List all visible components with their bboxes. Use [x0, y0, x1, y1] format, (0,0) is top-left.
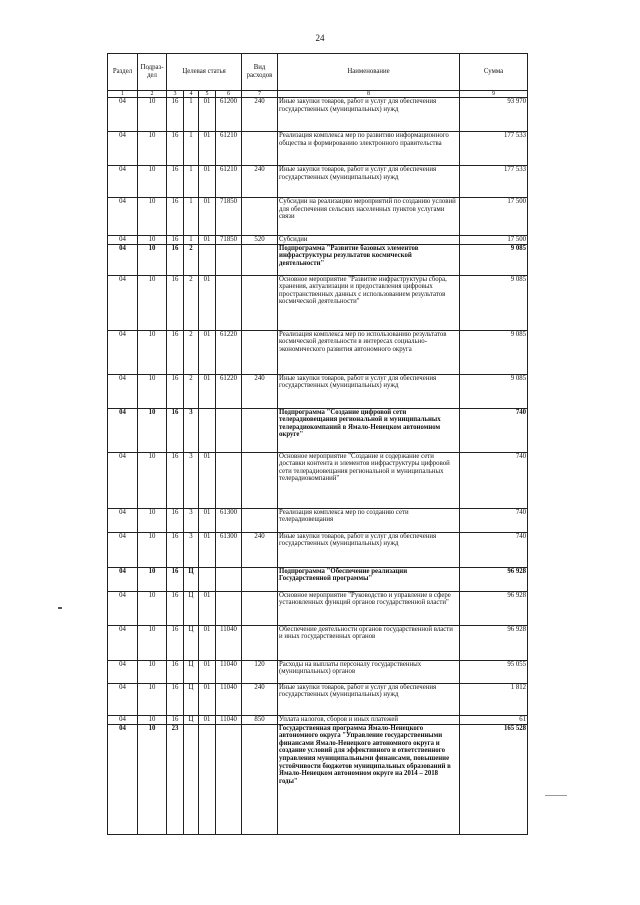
- cell-podrazdel: 10: [138, 198, 167, 236]
- table-row: [108, 532, 528, 567]
- cell-naimenovanie: Иные закупки товаров, работ и услуг для обеспечения государственных (муниципальных) нужд: [278, 683, 460, 715]
- cell-subprogram: 1: [184, 236, 199, 245]
- cell-podrazdel: 10: [138, 236, 167, 245]
- cell-razdel: 04: [108, 408, 138, 452]
- cell-vid-rashodov: [242, 330, 278, 374]
- cell-naimenovanie: Обеспечение деятельности органов государственной власти и иных государственных органов: [278, 625, 460, 660]
- cell-podrazdel: 10: [138, 715, 167, 724]
- cell-program: 16: [167, 508, 184, 532]
- table-row: [108, 724, 528, 834]
- cell-summa: 61: [460, 715, 528, 724]
- cell-podrazdel: 10: [138, 724, 167, 834]
- cell-summa: 740: [460, 508, 528, 532]
- cell-event: 01: [199, 166, 216, 198]
- cell-direction: 61200: [216, 98, 242, 132]
- cell-summa: 9 085: [460, 330, 528, 374]
- cell-vid-rashodov: [242, 567, 278, 591]
- cell-naimenovanie: Уплата налогов, сборов и иных платежей: [278, 715, 460, 724]
- cell-direction: 61220: [216, 330, 242, 374]
- cell-vid-rashodov: [242, 275, 278, 330]
- table-row: [108, 591, 528, 625]
- cell-vid-rashodov: [242, 508, 278, 532]
- cell-vid-rashodov: 850: [242, 715, 278, 724]
- cell-vid-rashodov: [242, 591, 278, 625]
- cell-naimenovanie: Реализация комплекса мер по развитию информационного общества и формированию электронного правительства: [278, 132, 460, 166]
- cell-direction: [216, 408, 242, 452]
- table-row: [108, 166, 528, 198]
- cell-event: 01: [199, 532, 216, 567]
- cell-subprogram: Ц: [184, 683, 199, 715]
- cell-direction: 71850: [216, 198, 242, 236]
- cell-naimenovanie: Иные закупки товаров, работ и услуг для обеспечения государственных (муниципальных) нужд: [278, 532, 460, 567]
- cell-vid-rashodov: [242, 408, 278, 452]
- cell-event: [199, 244, 216, 275]
- cell-event: 01: [199, 452, 216, 508]
- cell-program: 16: [167, 591, 184, 625]
- cell-summa: 177 533: [460, 132, 528, 166]
- cell-subprogram: 1: [184, 98, 199, 132]
- cell-direction: 11040: [216, 715, 242, 724]
- cell-razdel: 04: [108, 236, 138, 245]
- cell-summa: 9 085: [460, 244, 528, 275]
- cell-event: 01: [199, 236, 216, 245]
- header-summa: Сумма: [460, 54, 528, 91]
- cell-event: 01: [199, 625, 216, 660]
- cell-summa: 740: [460, 532, 528, 567]
- cell-program: 16: [167, 374, 184, 408]
- header-podrazdel: Подраз-дел: [138, 54, 167, 91]
- cell-subprogram: 3: [184, 408, 199, 452]
- cell-podrazdel: 10: [138, 683, 167, 715]
- cell-direction: 61210: [216, 166, 242, 198]
- cell-naimenovanie: Основное мероприятие "Развитие инфраструктуры сбора, хранения, актуализации и предоставления цифровых пространственных данных с использованием результатов космической деятельности": [278, 275, 460, 330]
- table-row: [108, 330, 528, 374]
- header-vid-rashodov: Вид расходов: [242, 54, 278, 91]
- cell-razdel: 04: [108, 532, 138, 567]
- cell-subprogram: 2: [184, 330, 199, 374]
- cell-razdel: 04: [108, 715, 138, 724]
- scan-mark: [545, 795, 567, 796]
- cell-naimenovanie: Подпрограмма "Создание цифровой сети телерадиовещания региональной и муниципальных телерадиокомпаний в Ямало-Ненецком автономном округе": [278, 408, 460, 452]
- cell-program: 16: [167, 683, 184, 715]
- cell-vid-rashodov: [242, 724, 278, 834]
- cell-summa: 17 500: [460, 198, 528, 236]
- header-naimenovanie: Наименование: [278, 54, 460, 91]
- cell-vid-rashodov: [242, 132, 278, 166]
- cell-direction: 61220: [216, 374, 242, 408]
- cell-subprogram: 3: [184, 508, 199, 532]
- cell-podrazdel: 10: [138, 374, 167, 408]
- cell-summa: 93 970: [460, 98, 528, 132]
- cell-direction: [216, 724, 242, 834]
- cell-naimenovanie: Реализация комплекса мер по созданию сети телерадиовещания: [278, 508, 460, 532]
- cell-podrazdel: 10: [138, 508, 167, 532]
- cell-podrazdel: 10: [138, 132, 167, 166]
- cell-podrazdel: 10: [138, 532, 167, 567]
- cell-razdel: 04: [108, 132, 138, 166]
- cell-program: 16: [167, 532, 184, 567]
- cell-razdel: 04: [108, 244, 138, 275]
- cell-podrazdel: 10: [138, 275, 167, 330]
- cell-vid-rashodov: [242, 625, 278, 660]
- cell-razdel: 04: [108, 166, 138, 198]
- cell-podrazdel: 10: [138, 625, 167, 660]
- cell-program: 16: [167, 236, 184, 245]
- cell-program: 16: [167, 660, 184, 683]
- table-row: [108, 236, 528, 245]
- cell-subprogram: 2: [184, 374, 199, 408]
- cell-event: 01: [199, 98, 216, 132]
- budget-table: [107, 53, 528, 835]
- page-number: 24: [315, 33, 325, 43]
- column-number: 8: [278, 91, 460, 98]
- cell-summa: 740: [460, 452, 528, 508]
- column-number: 7: [242, 91, 278, 98]
- cell-podrazdel: 10: [138, 660, 167, 683]
- cell-event: 01: [199, 660, 216, 683]
- cell-subprogram: [184, 724, 199, 834]
- cell-razdel: 04: [108, 683, 138, 715]
- cell-program: 16: [167, 275, 184, 330]
- cell-program: 16: [167, 132, 184, 166]
- cell-summa: 1 812: [460, 683, 528, 715]
- cell-summa: 96 928: [460, 567, 528, 591]
- cell-razdel: 04: [108, 275, 138, 330]
- cell-event: 01: [199, 374, 216, 408]
- cell-podrazdel: 10: [138, 98, 167, 132]
- cell-razdel: 04: [108, 591, 138, 625]
- cell-program: 16: [167, 98, 184, 132]
- header-celevaya-statya: Целевая статья: [167, 54, 242, 91]
- cell-naimenovanie: Иные закупки товаров, работ и услуг для обеспечения государственных (муниципальных) нужд: [278, 98, 460, 132]
- cell-podrazdel: 10: [138, 591, 167, 625]
- cell-direction: 61300: [216, 508, 242, 532]
- cell-event: 01: [199, 591, 216, 625]
- cell-subprogram: 1: [184, 198, 199, 236]
- column-number: 3: [167, 91, 184, 98]
- column-number: 5: [199, 91, 216, 98]
- cell-subprogram: 1: [184, 132, 199, 166]
- cell-summa: 9 085: [460, 275, 528, 330]
- cell-naimenovanie: Подпрограмма "Обеспечение реализации Государственной программы": [278, 567, 460, 591]
- cell-naimenovanie: Реализация комплекса мер по использованию результатов космической деятельности в интересах социально-экономического развития автономного округа: [278, 330, 460, 374]
- cell-summa: 9 085: [460, 374, 528, 408]
- table-row: [108, 625, 528, 660]
- cell-podrazdel: 10: [138, 330, 167, 374]
- cell-program: 23: [167, 724, 184, 834]
- cell-subprogram: Ц: [184, 625, 199, 660]
- cell-naimenovanie: Основное мероприятие "Руководство и управление в сфере установленных функций органов государственной власти": [278, 591, 460, 625]
- cell-event: 01: [199, 275, 216, 330]
- cell-naimenovanie: Иные закупки товаров, работ и услуг для обеспечения государственных (муниципальных) нужд: [278, 166, 460, 198]
- cell-program: 16: [167, 715, 184, 724]
- cell-direction: 11040: [216, 625, 242, 660]
- cell-naimenovanie: Иные закупки товаров, работ и услуг для обеспечения государственных (муниципальных) нужд: [278, 374, 460, 408]
- cell-podrazdel: 10: [138, 166, 167, 198]
- cell-vid-rashodov: 240: [242, 532, 278, 567]
- cell-razdel: 04: [108, 98, 138, 132]
- cell-program: 16: [167, 625, 184, 660]
- cell-subprogram: 3: [184, 532, 199, 567]
- cell-program: 16: [167, 166, 184, 198]
- table-row: [108, 508, 528, 532]
- cell-program: 16: [167, 244, 184, 275]
- table-row: [108, 275, 528, 330]
- cell-direction: 11040: [216, 683, 242, 715]
- cell-summa: 96 928: [460, 625, 528, 660]
- cell-event: [199, 408, 216, 452]
- cell-program: 16: [167, 452, 184, 508]
- cell-program: 16: [167, 567, 184, 591]
- cell-program: 16: [167, 408, 184, 452]
- cell-program: 16: [167, 198, 184, 236]
- table-row: [108, 374, 528, 408]
- table-row: [108, 567, 528, 591]
- table-row: [108, 132, 528, 166]
- column-number: 6: [216, 91, 242, 98]
- cell-summa: 17 500: [460, 236, 528, 245]
- cell-event: 01: [199, 508, 216, 532]
- scan-mark: [58, 607, 62, 609]
- cell-razdel: 04: [108, 452, 138, 508]
- table-row: [108, 452, 528, 508]
- cell-podrazdel: 10: [138, 567, 167, 591]
- cell-vid-rashodov: 240: [242, 166, 278, 198]
- table-row: [108, 98, 528, 132]
- cell-summa: 177 533: [460, 166, 528, 198]
- column-number: 1: [108, 91, 138, 98]
- cell-event: 01: [199, 683, 216, 715]
- cell-direction: 11040: [216, 660, 242, 683]
- column-number: 4: [184, 91, 199, 98]
- table-row: [108, 244, 528, 275]
- cell-subprogram: Ц: [184, 567, 199, 591]
- cell-razdel: 04: [108, 567, 138, 591]
- cell-direction: [216, 244, 242, 275]
- cell-razdel: 04: [108, 508, 138, 532]
- cell-direction: [216, 567, 242, 591]
- cell-event: [199, 724, 216, 834]
- cell-event: [199, 567, 216, 591]
- cell-naimenovanie: Расходы на выплаты персоналу государственных (муниципальных) органов: [278, 660, 460, 683]
- cell-summa: 95 055: [460, 660, 528, 683]
- cell-event: 01: [199, 198, 216, 236]
- cell-subprogram: Ц: [184, 660, 199, 683]
- cell-vid-rashodov: 520: [242, 236, 278, 245]
- cell-podrazdel: 10: [138, 452, 167, 508]
- cell-subprogram: 1: [184, 166, 199, 198]
- cell-vid-rashodov: 240: [242, 683, 278, 715]
- cell-event: 01: [199, 330, 216, 374]
- cell-summa: 165 528: [460, 724, 528, 834]
- cell-podrazdel: 10: [138, 244, 167, 275]
- table-row: [108, 660, 528, 683]
- cell-naimenovanie: Субсидии: [278, 236, 460, 245]
- column-number: 2: [138, 91, 167, 98]
- cell-subprogram: Ц: [184, 715, 199, 724]
- table-row: [108, 683, 528, 715]
- cell-razdel: 04: [108, 724, 138, 834]
- cell-subprogram: 2: [184, 275, 199, 330]
- cell-vid-rashodov: 240: [242, 98, 278, 132]
- cell-vid-rashodov: [242, 244, 278, 275]
- cell-razdel: 04: [108, 198, 138, 236]
- cell-summa: 96 928: [460, 591, 528, 625]
- cell-vid-rashodov: 240: [242, 374, 278, 408]
- cell-event: 01: [199, 715, 216, 724]
- header-razdel: Раздел: [108, 54, 138, 91]
- cell-event: 01: [199, 132, 216, 166]
- cell-naimenovanie: Субсидии на реализацию мероприятий по созданию условий для обеспечения сельских населенных пунктов услугами связи: [278, 198, 460, 236]
- cell-vid-rashodov: [242, 198, 278, 236]
- table-row: [108, 715, 528, 724]
- cell-subprogram: 2: [184, 244, 199, 275]
- cell-vid-rashodov: 120: [242, 660, 278, 683]
- cell-subprogram: Ц: [184, 591, 199, 625]
- cell-program: 16: [167, 330, 184, 374]
- cell-podrazdel: 10: [138, 408, 167, 452]
- cell-direction: [216, 591, 242, 625]
- cell-summa: 740: [460, 408, 528, 452]
- column-number-row: [108, 91, 528, 98]
- cell-razdel: 04: [108, 625, 138, 660]
- cell-razdel: 04: [108, 660, 138, 683]
- cell-naimenovanie: Основное мероприятие "Создание и содержание сети доставки контента и элементов инфраструктуры цифровой сети телерадиовещания региональной и муниципальных телерадиокомпаний": [278, 452, 460, 508]
- cell-direction: 61300: [216, 532, 242, 567]
- cell-direction: [216, 275, 242, 330]
- cell-direction: 71850: [216, 236, 242, 245]
- header-row: [108, 54, 528, 91]
- cell-naimenovanie: Подпрограмма "Развитие базовых элементов инфраструктуры результатов космической деятельности": [278, 244, 460, 275]
- table-row: [108, 198, 528, 236]
- cell-subprogram: 3: [184, 452, 199, 508]
- cell-razdel: 04: [108, 374, 138, 408]
- column-number: 9: [460, 91, 528, 98]
- cell-razdel: 04: [108, 330, 138, 374]
- table-row: [108, 408, 528, 452]
- cell-vid-rashodov: [242, 452, 278, 508]
- cell-direction: 61210: [216, 132, 242, 166]
- cell-naimenovanie: Государственная программа Ямало-Ненецкого автономного округа "Управление государственными финансами Ямало-Ненецкого автономного округа и создание условий для эффективного и ответственного управления муниципальными финансами, повышение устойчивости бюджетов муниципальных образований в Ямало-Ненецком автономном округе на 2014 – 2018 годы": [278, 724, 460, 834]
- cell-direction: [216, 452, 242, 508]
